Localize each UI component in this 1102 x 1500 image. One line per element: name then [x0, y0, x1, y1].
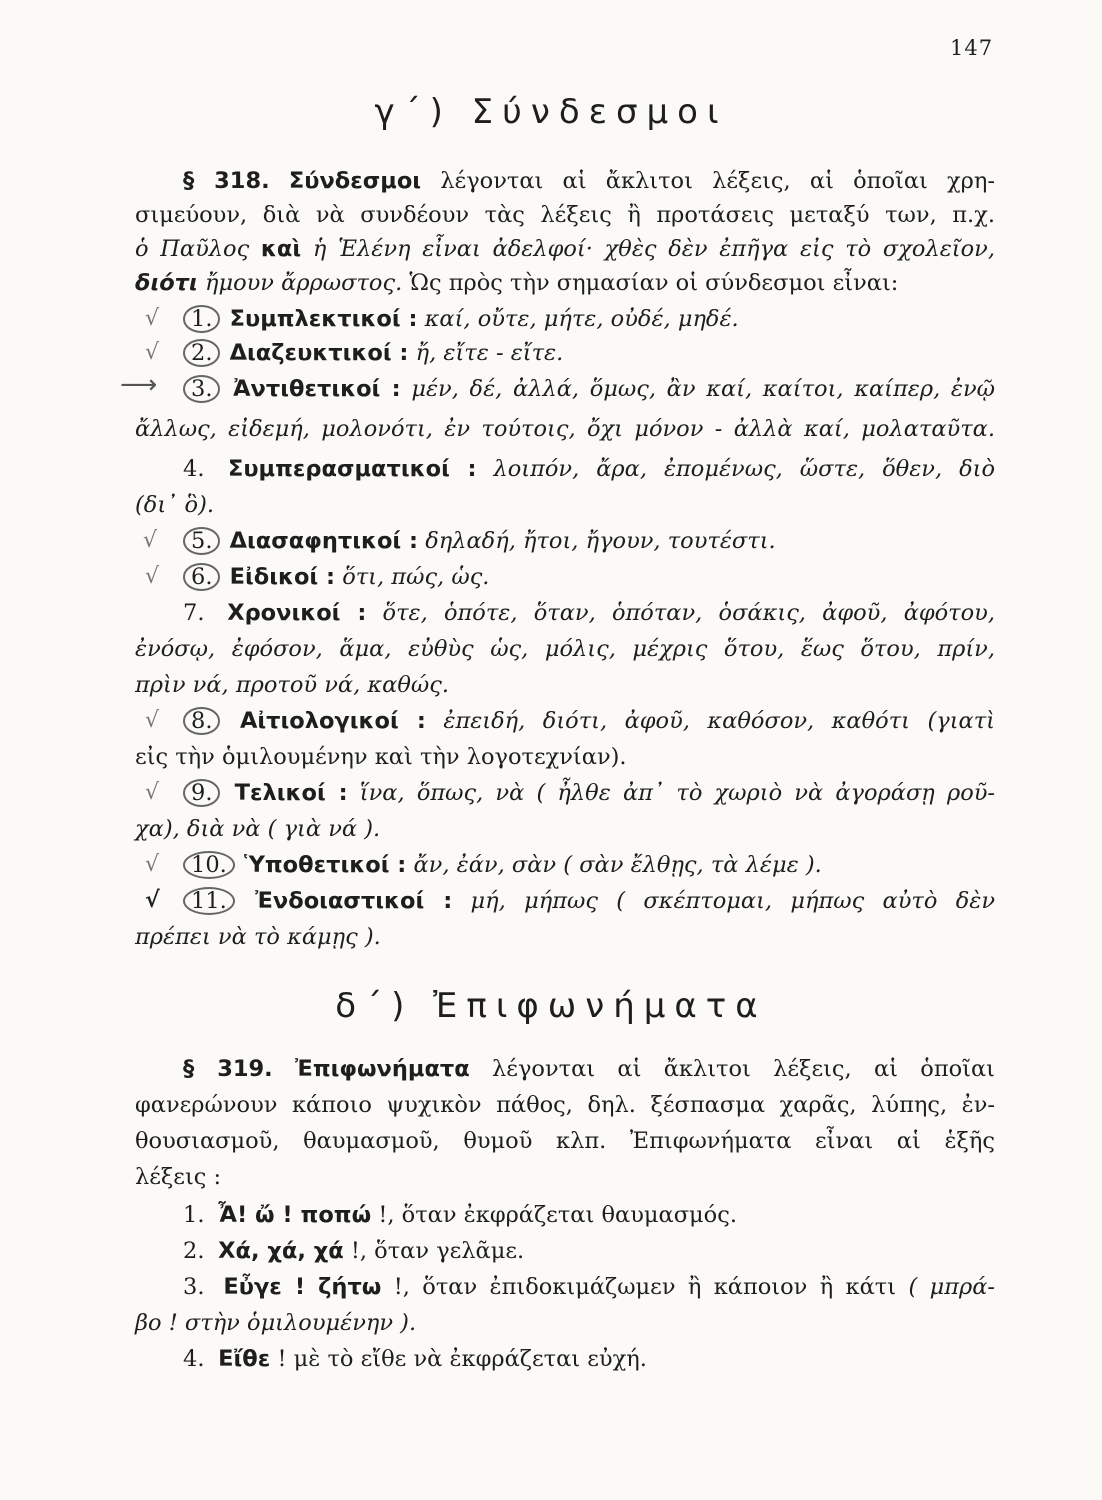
paragraph-number: § 319. [183, 1056, 273, 1082]
check-mark-icon: √ [145, 888, 160, 913]
paragraph-319-line-1: § 319. Ἐπιφωνήματα λέγονται αἱ ἄκλιτοι λέξεις, αἱ ὁποῖαι [183, 1056, 995, 1082]
term-interjections: Ἐπιφωνήματα [295, 1056, 470, 1082]
list-item: 2. Χά, χά, χά !, ὅταν γελᾶμε. [183, 1238, 525, 1264]
paragraph-318-line-4: διότι ἤμουν ἄρρωστος. Ὡς πρὸς τὴν σημασίαν οἱ σύνδεσμοι εἶναι: [135, 270, 899, 296]
list-item: 3. Ἀντιθετικοί : μέν, δέ, ἀλλά, ὅμως, ἂν καί, καίτοι, καίπερ, ἐνῷ [183, 372, 995, 406]
list-item-continuation: πρὶν νά, προτοῦ νά, καθώς. [135, 672, 450, 698]
section-title-conjunctions: γ΄) Σύνδεσμοι [374, 92, 728, 132]
page-number: 147 [950, 36, 994, 60]
list-item-continuation: ἄλλως, εἰδεμή, μολονότι, ἐν τούτοις, ὄχι μόνον - ἀλλὰ καί, μολαταῦτα. [135, 416, 995, 442]
list-item: 11. Ἐνδοιαστικοί : μή, μήπως ( σκέπτομαι, μήπως αὐτὸ δὲν [183, 884, 995, 918]
list-item-continuation: χα), διὰ νὰ ( γιὰ νά ). [135, 816, 381, 842]
paragraph-number: § 318. [183, 168, 270, 194]
check-mark-icon: √ [145, 780, 160, 805]
check-mark-icon: √ [145, 708, 160, 733]
list-item: 10. Ὑποθετικοί : ἄν, ἐάν, σὰν ( σὰν ἔλθῃς, τὰ λέμε ). [183, 848, 995, 882]
list-item: 6. Εἰδικοί : ὅτι, πώς, ὡς. [183, 560, 995, 594]
paragraph-318-line-2: σιμεύουν, διὰ νὰ συνδέουν τὰς λέξεις ἢ προτάσεις μεταξύ των, π.χ. [135, 202, 995, 228]
paragraph-319-line-2: φανερώνουν κάποιο ψυχικὸν πάθος, δηλ. ξέσπασμα χαρᾶς, λύπης, ἐν- [135, 1092, 995, 1118]
list-item-continuation: εἰς τὴν ὁμιλουμένην καὶ τὴν λογοτεχνίαν). [135, 744, 627, 770]
list-item: 7. Χρονικοί : ὅτε, ὁπότε, ὅταν, ὁπόταν, ὁσάκις, ἀφοῦ, ἀφότου, [183, 600, 996, 626]
paragraph-319-line-3: θουσιασμοῦ, θαυμασμοῦ, θυμοῦ κλπ. Ἐπιφωνήματα εἶναι αἱ ἑξῆς [135, 1128, 995, 1154]
list-item: 1. Ἆ! ὤ ! ποπώ !, ὅταν ἐκφράζεται θαυμασμός. [183, 1202, 737, 1228]
list-item-continuation: πρέπει νὰ τὸ κάμῃς ). [135, 924, 381, 950]
list-item: 1. Συμπλεκτικοί : καί, οὔτε, μήτε, οὐδέ, μηδέ. [183, 302, 995, 336]
list-item-continuation: (δι᾿ ὃ). [135, 492, 215, 518]
paragraph-318-line-1 [183, 164, 995, 198]
paragraph-319-line-4: λέξεις : [135, 1164, 222, 1190]
list-item: 5. Διασαφητικοί : δηλαδή, ἤτοι, ἤγουν, τουτέστι. [183, 524, 995, 558]
list-item: 4. Εἴθε ! μὲ τὸ εἴθε νὰ ἐκφράζεται εὐχή. [183, 1346, 647, 1372]
check-mark-icon: √ [145, 340, 160, 365]
list-item: 3. Εὖγε ! ζήτω !, ὅταν ἐπιδοκιμάζωμεν ἢ κάποιον ἢ κάτι ( μπρά- [183, 1274, 996, 1300]
list-item: 4. Συμπερασματικοί : λοιπόν, ἄρα, ἐπομένως, ὥστε, ὅθεν, διὸ [183, 456, 996, 482]
list-item: 8. Αἰτιολογικοί : ἐπειδή, διότι, ἀφοῦ, καθόσον, καθότι (γιατὶ [183, 704, 995, 738]
list-item-continuation: βο ! στὴν ὁμιλουμένην ). [135, 1310, 417, 1336]
paragraph-318-line-3: ὁ Παῦλος καὶ ἡ Ἑλένη εἶναι ἀδελφοί· χθὲς δὲν ἐπῆγα εἰς τὸ σχολεῖον, [135, 236, 995, 262]
list-item: 9. Τελικοί : ἵνα, ὅπως, νὰ ( ἦλθε ἀπ᾿ τὸ χωριὸ νὰ ἀγοράσῃ ροῦ- [183, 776, 995, 810]
term-conjunctions: Σύνδεσμοι [288, 168, 422, 194]
paragraph-text: λέγονται αἱ ἄκλιτοι λέξεις, αἱ ὁποῖαι χρη- [440, 168, 995, 194]
check-mark-icon: √ [145, 306, 160, 331]
check-mark-icon: √ [145, 564, 160, 589]
list-item: 2. Διαζευκτικοί : ἤ, εἴτε - εἴτε. [183, 336, 995, 370]
check-mark-icon: √ [143, 528, 158, 553]
section-title-interjections: δ΄) Ἐπιφωνήματα [335, 986, 767, 1026]
check-mark-icon: √ [145, 852, 160, 877]
arrow-right-icon: ⟶ [120, 370, 158, 400]
list-item-continuation: ἐνόσῳ, ἐφόσον, ἅμα, εὐθὺς ὡς, μόλις, μέχρις ὅτου, ἕως ὅτου, πρίν, [135, 636, 995, 662]
